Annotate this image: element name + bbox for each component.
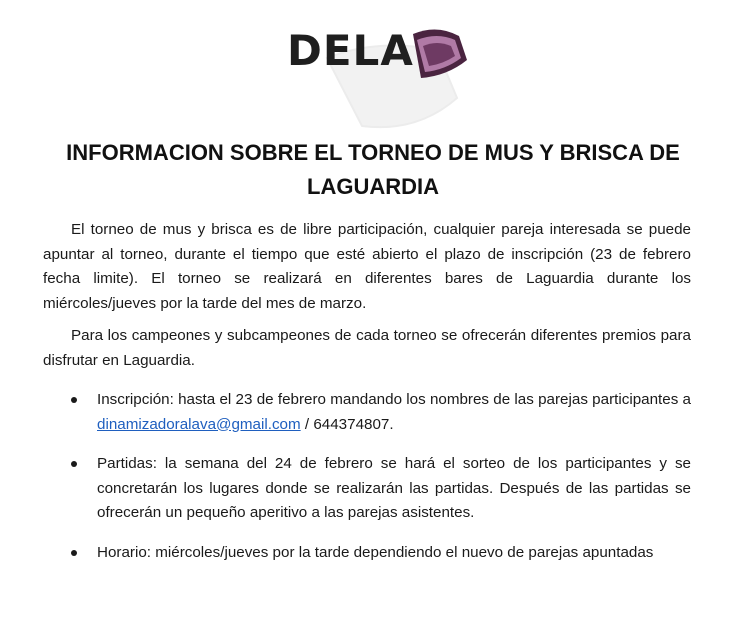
horario-text: Horario: miércoles/jueves por la tarde dependiendo el nuevo de parejas apuntadas xyxy=(97,543,654,561)
bullet-icon xyxy=(71,461,77,467)
flag-mark-icon xyxy=(407,26,469,82)
logo-text: DELA xyxy=(287,26,414,75)
page-title: INFORMACION SOBRE EL TORNEO DE MUS Y BRISCA DE LAGUARDIA xyxy=(66,140,680,199)
list-item-partidas xyxy=(43,452,691,526)
logo xyxy=(285,18,475,128)
email-link[interactable]: dinamizadoralava@gmail.com xyxy=(97,415,301,433)
partidas-text: Partidas: la semana del 24 de febrero se hará el sorteo de los participantes y se concretarán los lugares donde se realizarán las partidas. Después de las partidas se ofrecerán un pequeño aperitivo a las parejas asistentes. xyxy=(97,455,691,521)
info-list xyxy=(43,388,691,580)
inscripcion-text-after: / 644374807. xyxy=(300,415,394,433)
list-item-horario xyxy=(43,541,691,566)
paragraph-prizes: Para los campeones y subcampeones de cada torneo se ofrecerán diferentes premios para disfrutar en Laguardia. xyxy=(43,327,691,369)
inscripcion-text-before: Inscripción: hasta el 23 de febrero mandando los nombres de las parejas participantes a xyxy=(97,391,691,408)
paragraph-intro: El torneo de mus y brisca es de libre participación, cualquier pareja interesada se puede apuntar al torneo, durante el tiempo que esté abierto el plazo de inscripción (23 de febrero fecha limite). El torneo se realizará en diferentes bares de Laguardia durante los miércoles/jueves por la tarde del mes de marzo. xyxy=(43,221,691,312)
bullet-icon xyxy=(71,550,77,556)
bullet-icon xyxy=(71,397,77,403)
list-item-inscripcion xyxy=(43,388,691,437)
